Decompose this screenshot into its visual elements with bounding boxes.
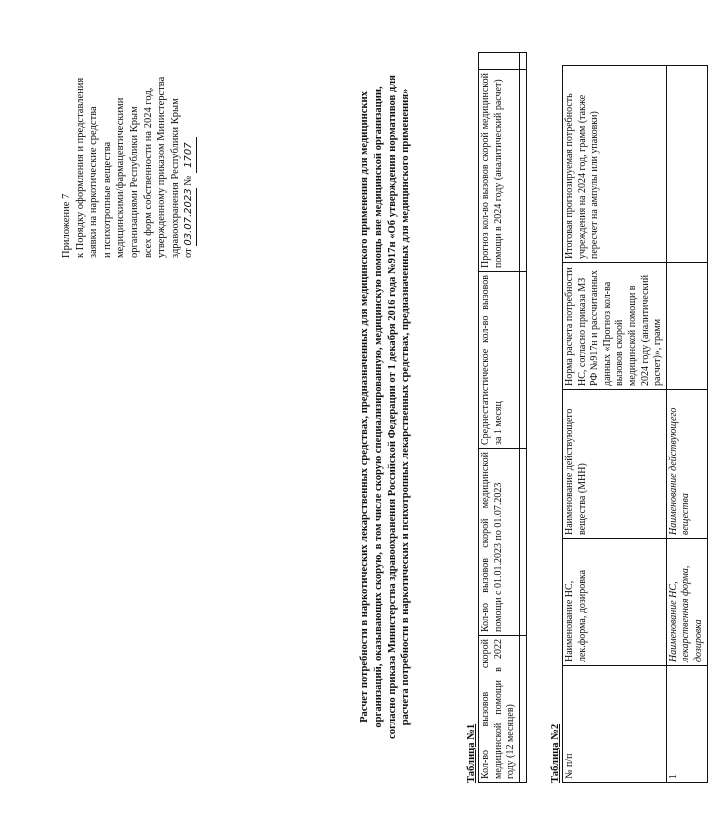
- table-row: [479, 53, 520, 783]
- appendix-line: здравоохранения Республики Крым: [169, 98, 181, 258]
- table2-header-cell: Норма расчета потребности НС, согласно приказа МЗ РФ №917н и рассчитанных данных «Прогноз кол-ва вызовов скорой медицинской помощи в 2024 году (аналитический расчет)», грамм: [563, 263, 667, 390]
- order-prefix: от: [183, 248, 195, 258]
- table-row: [519, 53, 526, 783]
- table1-header-cell: Прогноз кол-во вызовов скорой медицинской помощи в 2024 году (аналитический расчет): [479, 70, 520, 272]
- table1-header-cell: Кол-во вызовов скорой медицинской помощи с 01.01.2023 по 01.07.2023: [479, 449, 520, 636]
- table2-cell: [666, 66, 707, 263]
- order-line: [182, 48, 197, 258]
- table1-cell: [519, 70, 526, 272]
- appendix-line: утвержденному приказом Министерства: [156, 76, 168, 258]
- table2-cell: [666, 263, 707, 390]
- table1-label: Таблица №1: [466, 723, 477, 783]
- table2-header-cell: № п/п: [563, 666, 667, 783]
- title-line: Расчет потребности в наркотических лекарственных средствах, предназначенных для медицинского применения для медицинских: [359, 91, 370, 723]
- table2-header-cell: Наименование действующего вещества (МНН): [563, 390, 667, 539]
- order-date: 03.07.2023: [182, 188, 197, 245]
- table-row: [563, 66, 667, 783]
- table-row: [666, 66, 707, 783]
- table2-label: Таблица №2: [550, 723, 561, 783]
- order-number: 1707: [182, 137, 197, 173]
- appendix-line: и психотропные вещества: [101, 141, 113, 258]
- table1-cell: [519, 272, 526, 449]
- table2-header-cell: Наименование НС, лек.форма, дозировка: [563, 539, 667, 666]
- title-line: согласно приказа Министерства здравоохранения Российской Федерации от 1 декабря 2016 года №917н «Об утверждении нормативов для: [386, 75, 398, 739]
- appendix-line: заявки на наркотические средства: [88, 106, 100, 258]
- appendix-line: всех форм собственности на 2024 год,: [142, 87, 154, 258]
- table2-drug-name: Наименование НС, лекарственная форма, дозировка: [666, 539, 707, 666]
- table2-row-number: 1: [666, 666, 707, 783]
- table1-header-cell: Кол-во вызовов скорой медицинской помощи в 2022 году (12 месяцев): [479, 636, 520, 783]
- table2-header-cell: Итоговая прогнозируемая потребность учреждения на 2024 год, грамм (также пересчет на ампулы или упаковки): [563, 66, 667, 263]
- table1-cell: [519, 636, 526, 783]
- table1: [478, 52, 527, 783]
- table1-header-cell: Среднестатистическое кол-во вызовов за 1 месяц: [479, 272, 520, 449]
- table1-cell: [519, 449, 526, 636]
- order-number-prefix: №: [183, 175, 195, 186]
- table2: [562, 65, 708, 783]
- title-line: организаций, оказывающих скорую, в том числе скорую специализированную, медицинскую помощь вне медицинской организации,: [372, 86, 384, 728]
- appendix-line: к Порядку оформления и представления: [74, 77, 86, 258]
- appendix-header: [60, 48, 197, 258]
- title-line: расчета потребности в наркотических и психотропных лекарственных средствах, предназначенных для медицинского применения»: [400, 88, 412, 726]
- table1-cell: [519, 53, 526, 70]
- appendix-line: медицинскими/фармацевтическими: [115, 97, 127, 258]
- table1-empty-cell: [479, 53, 520, 70]
- appendix-line: Приложение 7: [61, 193, 72, 258]
- table2-substance-name: Наименование действующего вещества: [666, 390, 707, 539]
- appendix-line: организациями Республики Крым: [128, 106, 140, 258]
- document-title: [358, 27, 413, 787]
